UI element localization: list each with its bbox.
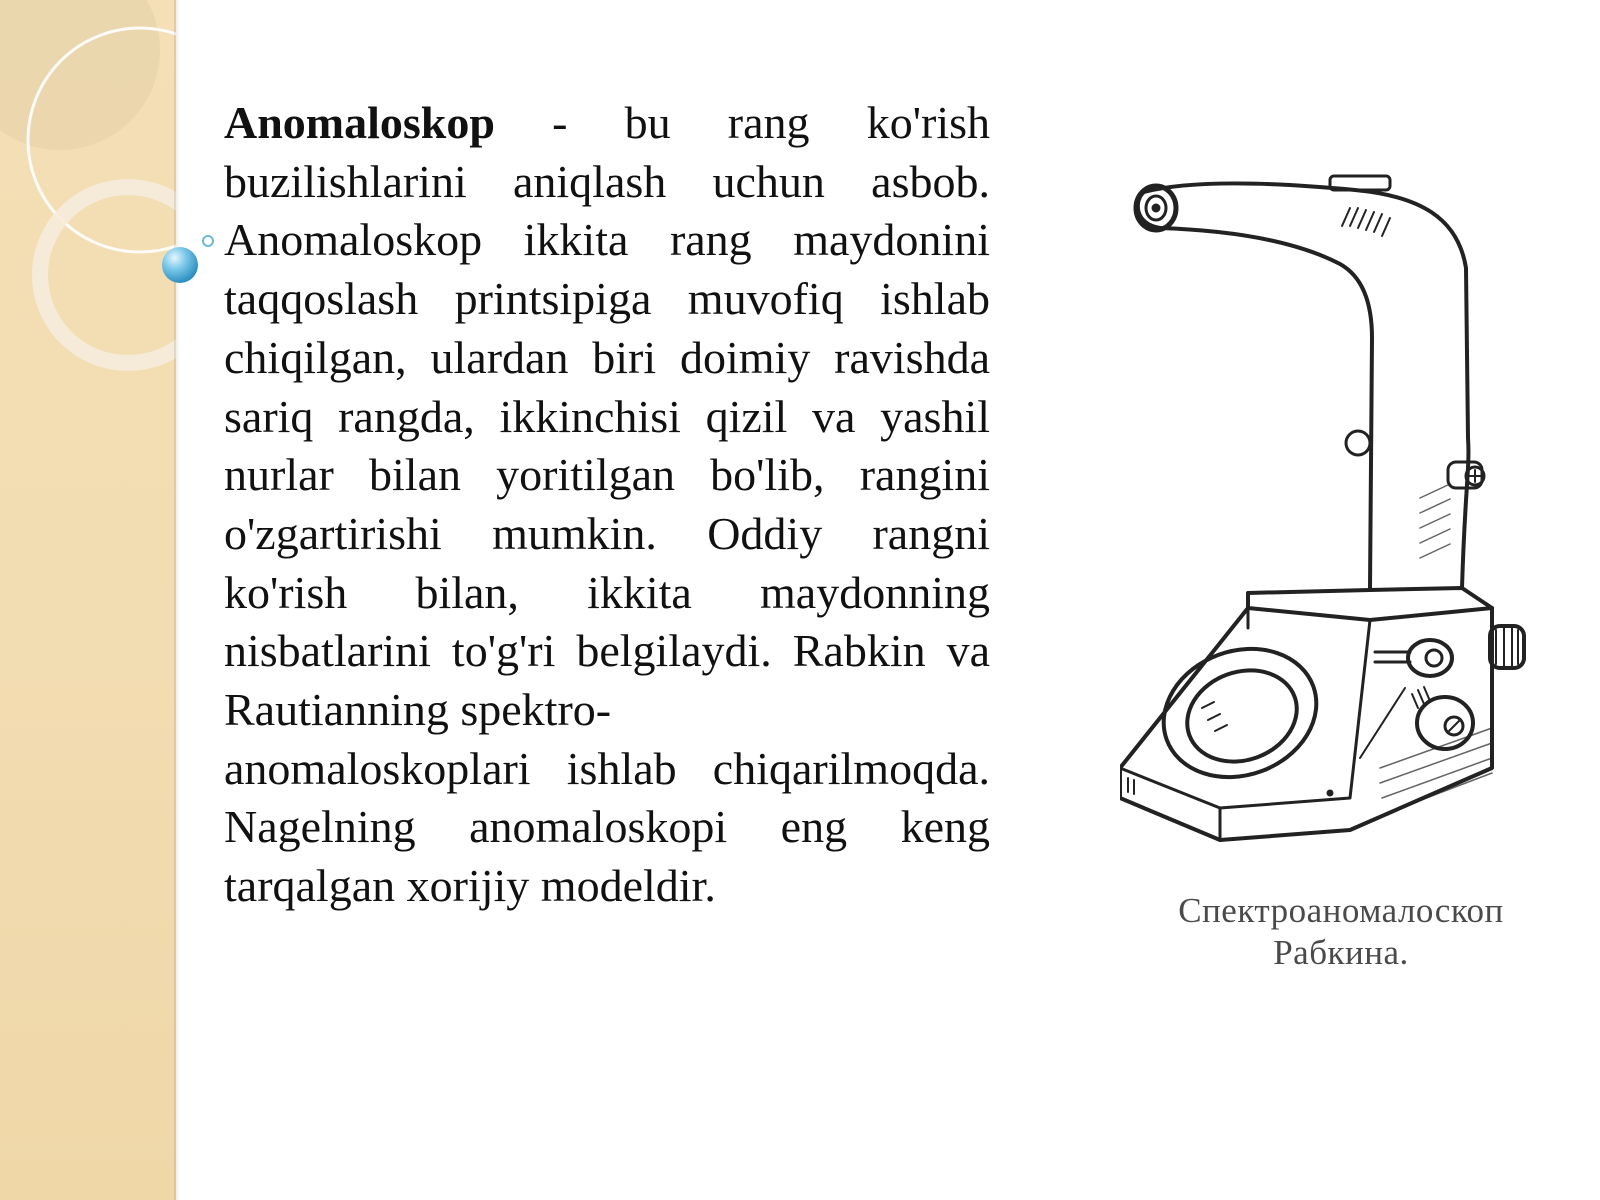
figure-caption: Спектроаномалоскоп Рабкина. bbox=[1178, 891, 1504, 972]
body-text-rest: - bu rang ko'rish buzilishlarini aniqlash uchun asbob. Anomaloskop ikkita rang maydonini taqqoslash printsipiga muvofiq ishlab chiqilgan, ulardan biri doimiy ravishda sariq rangda, ikkinchisi qizil va yashil nurlar bilan yoritilgan bo'lib, rangini o'zgartirishi mumkin. Oddiy rangni ko'rish bilan, ikkita maydonning nisbatlarini to'g'ri belgilaydi. Rabkin va Rautianning spektro- anomaloskoplari ishlab chiqarilmoqda. Nagelning anomaloskopi eng keng tarqalgan xorijiy modeldir. bbox=[224, 97, 990, 912]
side-panel-shadow bbox=[174, 0, 180, 1200]
decorative-rings-icon bbox=[0, 0, 176, 400]
anomaloscope-illustration-icon bbox=[1120, 168, 1560, 868]
bead-icon bbox=[150, 225, 220, 295]
term-anomaloskop: Anomaloskop bbox=[224, 97, 495, 148]
side-panel bbox=[0, 0, 176, 1200]
body-paragraph bbox=[224, 94, 990, 916]
